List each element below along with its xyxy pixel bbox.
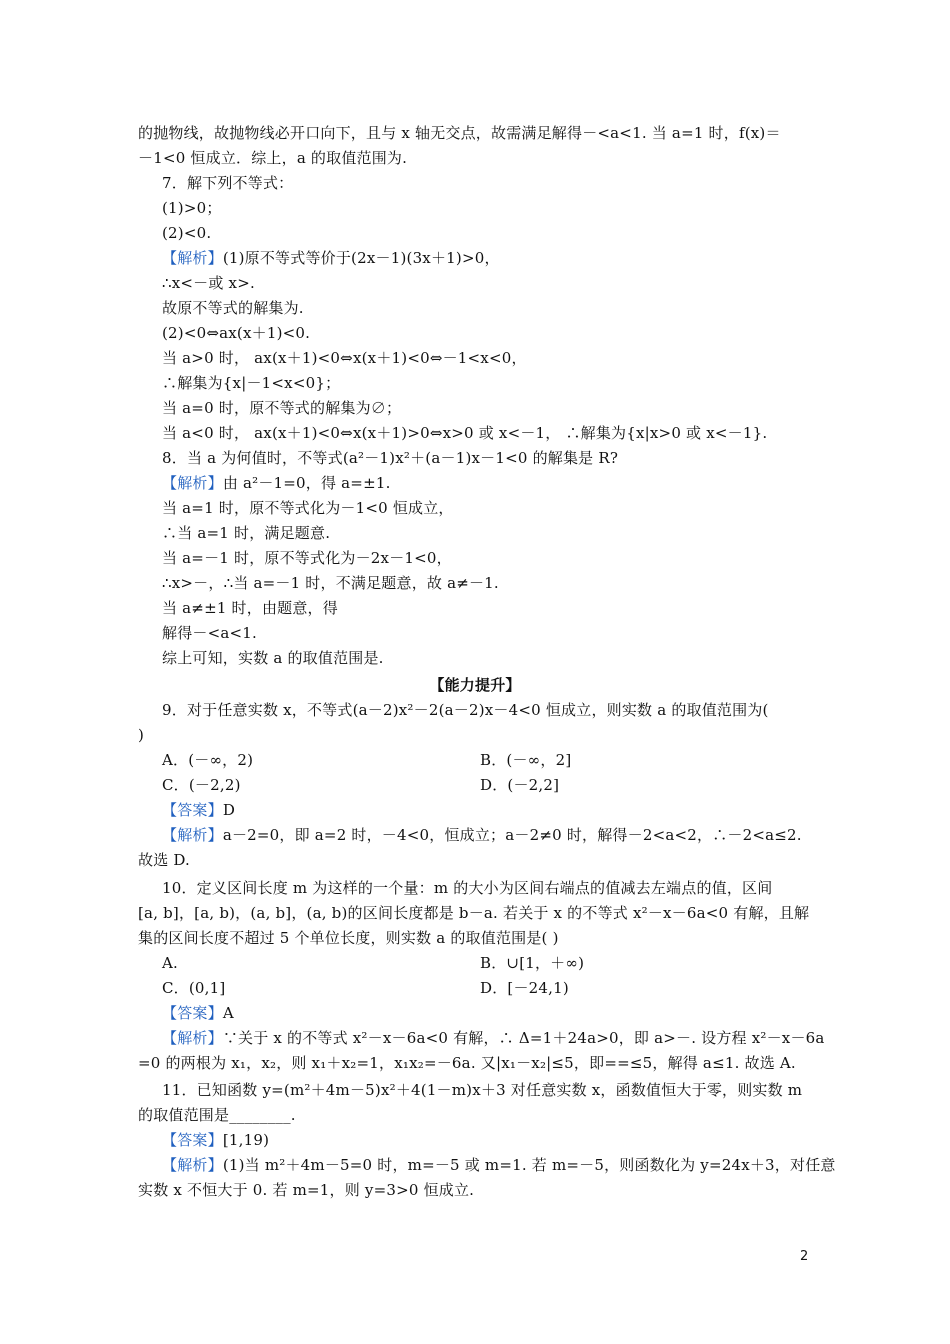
text-line: (1)>0；	[162, 199, 222, 217]
question-11-title: 11．已知函数 y=(m²＋4m－5)x²＋4(1－m)x＋3 对任意实数 x，函数值恒大于零，则实数 m	[162, 1081, 803, 1099]
text-line: 故原不等式的解集为.	[162, 299, 304, 317]
option-b: B．∪[1，＋∞)	[480, 954, 585, 972]
text-line: )	[138, 726, 145, 744]
text-span: ∵关于 x 的不等式 x²－x－6a<0 有解，∴ Δ=1＋24a>0，即 a>－. 设方程 x²－x－6a	[222, 1029, 825, 1047]
option-b: B．(－∞，2]	[480, 751, 572, 769]
text-line: 的取值范围是________.	[138, 1106, 296, 1124]
answer-tag: 【答案】	[162, 801, 223, 819]
solution-line	[162, 825, 842, 845]
question-8-title: 8．当 a 为何值时，不等式(a²－1)x²＋(a－1)x－1<0 的解集是 R?	[162, 449, 619, 467]
question-7-title: 7．解下列不等式：	[162, 174, 294, 192]
page-number: 2	[800, 1249, 809, 1264]
text-line: 故选 D.	[138, 851, 191, 869]
text-line: ∴解集为{x|－1<x<0}；	[162, 374, 341, 392]
text-span: [1,19)	[222, 1131, 270, 1149]
text-line: 集的区间长度不超过 5 个单位长度，则实数 a 的取值范围是( )	[138, 929, 559, 947]
text-line: 当 a=－1 时，原不等式化为－2x－1<0，	[162, 549, 452, 567]
text-line: 当 a=1 时，原不等式化为－1<0 恒成立，	[162, 499, 454, 517]
text-line: 解得－<a<1.	[162, 624, 257, 642]
answer-line	[162, 1130, 842, 1150]
question-9-title: 9．对于任意实数 x，不等式(a－2)x²－2(a－2)x－4<0 恒成立，则实数 a 的取值范围为(	[162, 701, 769, 719]
solution-line	[162, 248, 842, 268]
text-line: 当 a<0 时， ax(x＋1)<0⇔x(x＋1)>0⇔x>0 或 x<－1， ∴解集为{x|x>0 或 x<－1}.	[162, 424, 768, 442]
text-line: ∴x>－，∴当 a=－1 时，不满足题意，故 a≠－1.	[162, 574, 499, 592]
text-span: 由 a²－1=0，得 a=±1.	[222, 474, 391, 492]
text-line: 综上可知，实数 a 的取值范围是.	[162, 649, 384, 667]
question-10-title: 10．定义区间长度 m 为这样的一个量：m 的大小为区间右端点的值减去左端点的值，区间	[162, 879, 773, 897]
option-d: D．[－24,1)	[480, 979, 569, 997]
text-line: 当 a=0 时，原不等式的解集为∅；	[162, 399, 402, 417]
solution-line	[162, 473, 842, 493]
option-c: C．(－2,2)	[162, 776, 241, 794]
text-line: 当 a≠±1 时，由题意，得	[162, 599, 338, 617]
answer-line	[162, 1003, 842, 1023]
text-line: －1<0 恒成立．综上，a 的取值范围为.	[138, 149, 408, 167]
text-line: (2)<0⇔ax(x＋1)<0.	[162, 324, 311, 342]
text-line: =0 的两根为 x₁，x₂，则 x₁＋x₂=1，x₁x₂=－6a. 又|x₁－x₂|≤5，即==≤5，解得 a≤1. 故选 A.	[138, 1054, 796, 1072]
solution-line	[162, 1028, 842, 1048]
analysis-tag: 【解析】	[162, 826, 223, 844]
answer-line	[162, 800, 842, 820]
analysis-tag: 【解析】	[162, 1029, 223, 1047]
answer-tag: 【答案】	[162, 1131, 223, 1149]
analysis-tag: 【解析】	[162, 249, 223, 267]
text-line: 当 a>0 时， ax(x＋1)<0⇔x(x＋1)<0⇔－1<x<0，	[162, 349, 527, 367]
text-span: D	[222, 801, 236, 819]
solution-line	[162, 1155, 842, 1175]
text-line: [a, b]，[a, b)，(a, b]，(a, b)的区间长度都是 b－a. 若关于 x 的不等式 x²－x－6a<0 有解，且解	[138, 904, 810, 922]
option-d: D．(－2,2]	[480, 776, 560, 794]
analysis-tag: 【解析】	[162, 474, 223, 492]
text-line: (2)<0.	[162, 224, 212, 242]
text-span: A	[222, 1004, 234, 1022]
text-line: ∴x<－或 x>.	[162, 274, 255, 292]
text-span: a－2=0，即 a=2 时，－4<0，恒成立；a－2≠0 时，解得－2<a<2，∴－2<a≤2.	[222, 826, 802, 844]
text-line: ∴当 a=1 时，满足题意.	[162, 524, 331, 542]
option-c: C．(0,1]	[162, 979, 226, 997]
text-line: 实数 x 不恒大于 0. 若 m=1，则 y=3>0 恒成立.	[138, 1181, 475, 1199]
text-span: (1)原不等式等价于(2x－1)(3x＋1)>0，	[222, 249, 500, 267]
text-span: (1)当 m²＋4m－5=0 时，m=－5 或 m=1. 若 m=－5，则函数化为 y=24x＋3，对任意	[222, 1156, 836, 1174]
answer-tag: 【答案】	[162, 1004, 223, 1022]
analysis-tag: 【解析】	[162, 1156, 223, 1174]
option-a: A.	[162, 954, 179, 972]
section-heading: 【能力提升】	[429, 676, 521, 694]
option-a: A．(－∞，2)	[162, 751, 254, 769]
text-line: 的抛物线，故抛物线必开口向下，且与 x 轴无交点，故需满足解得－<a<1. 当 a=1 时，f(x)＝	[138, 124, 781, 142]
